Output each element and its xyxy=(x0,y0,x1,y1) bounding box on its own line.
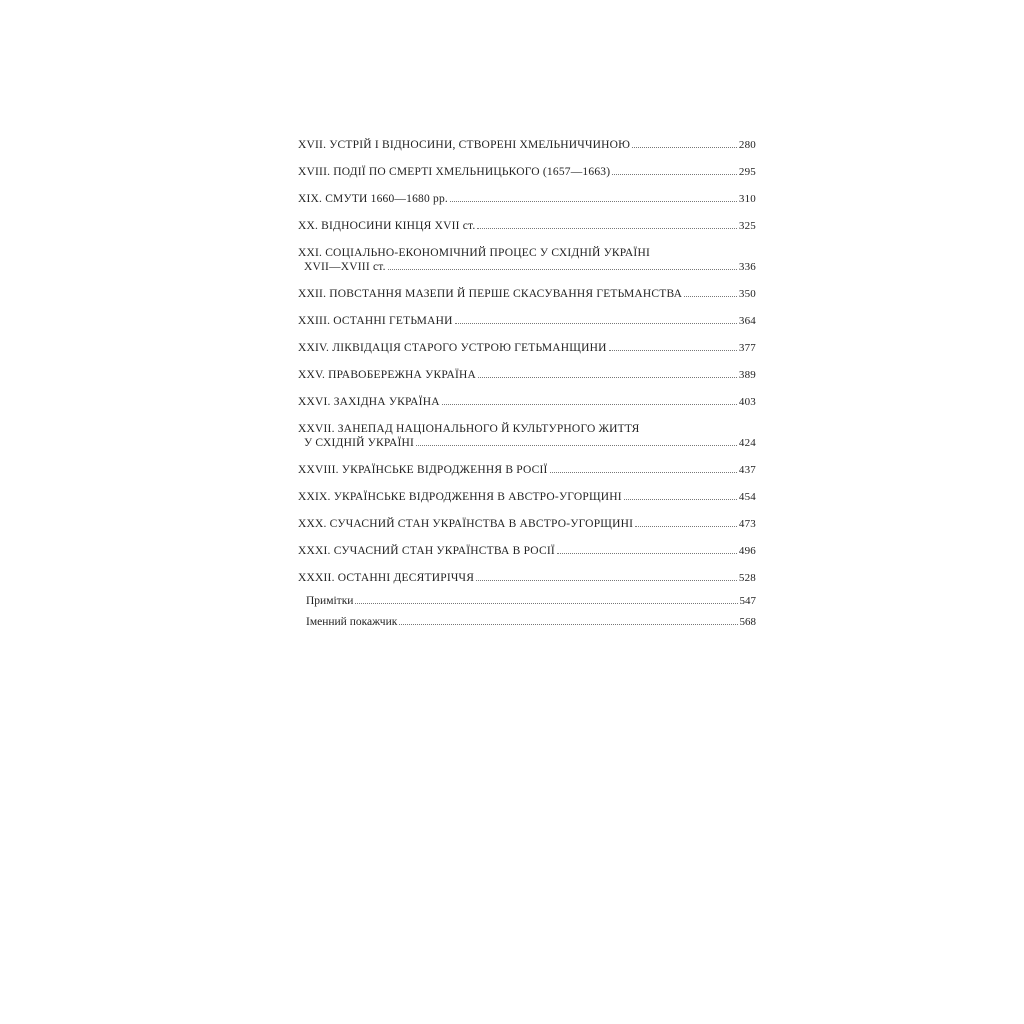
dot-leader xyxy=(450,200,737,202)
toc-entry-xxix[interactable] xyxy=(298,490,756,504)
dot-leader xyxy=(477,227,736,229)
toc-entry-title: XXIII. ОСТАННІ ГЕТЬМАНИ xyxy=(298,315,453,327)
dot-leader xyxy=(442,403,737,405)
toc-entry-name-index[interactable] xyxy=(298,615,756,629)
toc-entry-xvii[interactable] xyxy=(298,138,756,152)
table-of-contents xyxy=(298,138,756,636)
toc-entry-title-line1: XXI. СОЦІАЛЬНО-ЕКОНОМІЧНИЙ ПРОЦЕС У СХІДНІЙ УКРАЇНІ xyxy=(298,247,650,259)
toc-entry-title-line1: XXVII. ЗАНЕПАД НАЦІОНАЛЬНОГО Й КУЛЬТУРНОГО ЖИТТЯ xyxy=(298,423,640,435)
toc-entry-page: 568 xyxy=(739,616,756,628)
toc-entry-title: XXVIII. УКРАЇНСЬКЕ ВІДРОДЖЕННЯ В РОСІЇ xyxy=(298,464,548,476)
toc-entry-title: XIX. СМУТИ 1660—1680 рр. xyxy=(298,193,448,205)
dot-leader xyxy=(635,525,737,527)
toc-entry-page: 437 xyxy=(738,464,756,476)
toc-entry-title: XX. ВІДНОСИНИ КІНЦЯ XVII ст. xyxy=(298,220,476,232)
toc-entry-page: 454 xyxy=(738,491,756,503)
dot-leader xyxy=(557,552,737,554)
toc-entry-page: 389 xyxy=(738,369,756,381)
toc-entry-title: XXX. СУЧАСНИЙ СТАН УКРАЇНСТВА В АВСТРО-УГОРЩИНІ xyxy=(298,518,634,530)
toc-entry-xxiv[interactable] xyxy=(298,341,756,355)
toc-entry-xxii[interactable] xyxy=(298,287,756,301)
toc-entry-page: 377 xyxy=(738,342,756,354)
toc-entry-xxviii[interactable] xyxy=(298,463,756,477)
toc-entry-page: 528 xyxy=(738,572,756,584)
toc-entry-title-line2: XVII—XVIII ст. xyxy=(304,261,386,273)
dot-leader xyxy=(609,349,737,351)
toc-entry-page: 496 xyxy=(738,545,756,557)
toc-entry-page: 473 xyxy=(738,518,756,530)
dot-leader xyxy=(399,623,737,625)
toc-entry-title: XXIX. УКРАЇНСЬКЕ ВІДРОДЖЕННЯ В АВСТРО-УГОРЩИНІ xyxy=(298,491,622,503)
dot-leader xyxy=(355,602,737,604)
dot-leader xyxy=(388,268,737,270)
toc-entry-title: Іменний покажчик xyxy=(306,616,398,628)
toc-entry-page: 547 xyxy=(739,595,756,607)
toc-entry-title: XXIV. ЛІКВІДАЦІЯ СТАРОГО УСТРОЮ ГЕТЬМАНЩИНИ xyxy=(298,342,607,354)
toc-entry-xxiii[interactable] xyxy=(298,314,756,328)
dot-leader xyxy=(478,376,737,378)
dot-leader xyxy=(632,146,737,148)
dot-leader xyxy=(612,173,737,175)
toc-entry-page: 350 xyxy=(738,288,756,300)
toc-entry-xviii[interactable] xyxy=(298,165,756,179)
toc-entry-title: XVIII. ПОДІЇ ПО СМЕРТІ ХМЕЛЬНИЦЬКОГО (1657—1663) xyxy=(298,166,611,178)
toc-entry-xxi[interactable] xyxy=(298,246,756,274)
toc-entry-page: 280 xyxy=(738,139,756,151)
toc-entry-title: Примітки xyxy=(306,595,354,607)
dot-leader xyxy=(476,579,737,581)
toc-entry-page: 325 xyxy=(738,220,756,232)
toc-entry-page: 364 xyxy=(738,315,756,327)
toc-entry-title: XXV. ПРАВОБЕРЕЖНА УКРАЇНА xyxy=(298,369,477,381)
toc-entry-page: 310 xyxy=(738,193,756,205)
toc-entry-page: 295 xyxy=(738,166,756,178)
toc-entry-title: XXXI. СУЧАСНИЙ СТАН УКРАЇНСТВА В РОСІЇ xyxy=(298,545,555,557)
toc-entry-title: XVII. УСТРІЙ І ВІДНОСИНИ, СТВОРЕНІ ХМЕЛЬНИЧЧИНОЮ xyxy=(298,139,631,151)
toc-entry-page: 403 xyxy=(738,396,756,408)
toc-entry-title: XXXII. ОСТАННІ ДЕСЯТИРІЧЧЯ xyxy=(298,572,475,584)
dot-leader xyxy=(624,498,737,500)
dot-leader xyxy=(550,471,737,473)
toc-entry-xix[interactable] xyxy=(298,192,756,206)
dot-leader xyxy=(455,322,737,324)
toc-entry-page: 336 xyxy=(738,261,756,273)
toc-entry-xxxii[interactable] xyxy=(298,571,756,585)
dot-leader xyxy=(684,295,737,297)
toc-entry-title: XXII. ПОВСТАННЯ МАЗЕПИ Й ПЕРШЕ СКАСУВАННЯ ГЕТЬМАНСТВА xyxy=(298,288,683,300)
toc-entry-xxvii[interactable] xyxy=(298,422,756,450)
toc-entry-xxv[interactable] xyxy=(298,368,756,382)
toc-entry-xx[interactable] xyxy=(298,219,756,233)
toc-entry-notes[interactable] xyxy=(298,594,756,608)
toc-entry-xxx[interactable] xyxy=(298,517,756,531)
toc-entry-xxxi[interactable] xyxy=(298,544,756,558)
toc-entry-title-line2: У СХІДНІЙ УКРАЇНІ xyxy=(304,437,415,449)
dot-leader xyxy=(416,444,737,446)
toc-entry-xxvi[interactable] xyxy=(298,395,756,409)
toc-entry-title: XXVI. ЗАХІДНА УКРАЇНА xyxy=(298,396,440,408)
toc-entry-page: 424 xyxy=(738,437,756,449)
